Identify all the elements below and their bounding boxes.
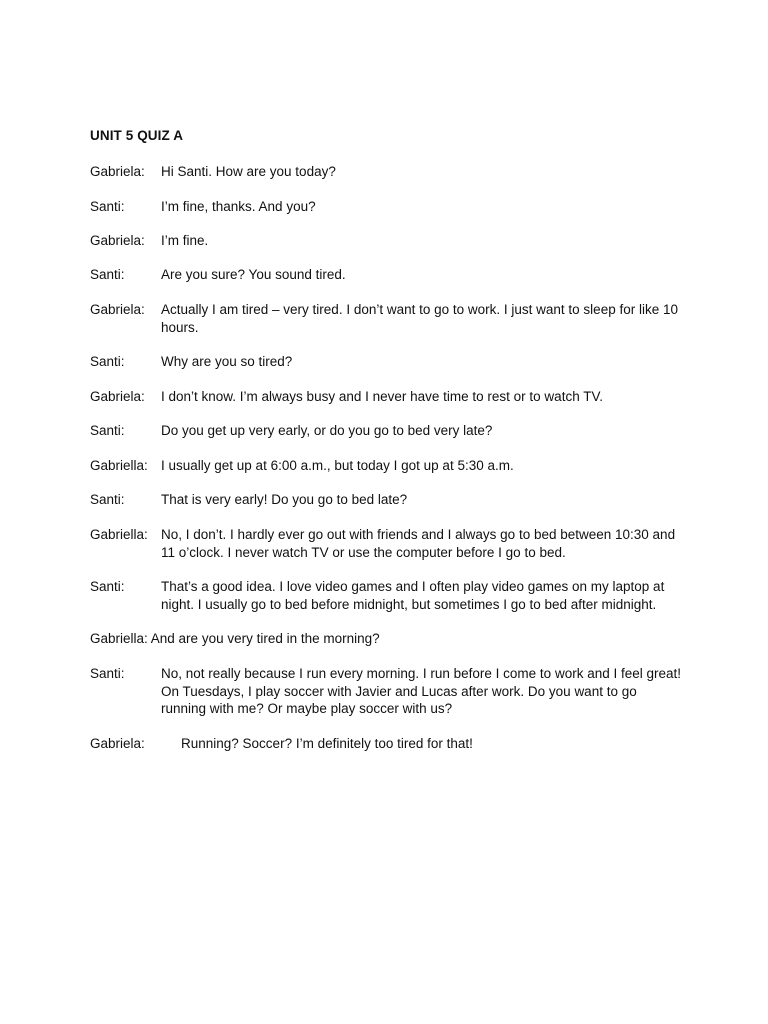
speaker-label: Gabriella: [90,527,148,542]
speech-text: Running? Soccer? I’m definitely too tired for that! [181,736,473,751]
page-title: UNIT 5 QUIZ A [90,128,184,143]
speech-text: Are you sure? You sound tired. [161,267,346,282]
speaker-label: Santi: [90,666,125,681]
speaker-label: Santi: [90,199,125,214]
speaker-label: Santi: [90,423,125,438]
speech-text: That is very early! Do you go to bed late? [161,492,408,507]
speech-text: No, I don’t. I hardly ever go out with friends and I always go to bed between 10:30 and 11 o’clock. I never watch TV or use the computer before I go to bed. [161,527,676,560]
speaker-label: Gabriela: [90,164,145,179]
speaker-label: Gabriela: [90,233,145,248]
speech-text: That’s a good idea. I love video games and I often play video games on my laptop at night. I usually go to bed before midnight, but sometimes I go to bed after midnight. [161,579,665,612]
speech-text: Actually I am tired – very tired. I don’t want to go to work. I just want to sleep for like 10 hours. [161,302,678,335]
dialogue-line-13: Gabriella: And are you very tired in the morning? [90,631,380,646]
speaker-label: Gabriella: [90,458,148,473]
speaker-label: Santi: [90,354,125,369]
speech-text: Do you get up very early, or do you go to bed very late? [161,423,493,438]
speech-text: I’m fine. [161,233,209,248]
speaker-label: Gabriela: [90,736,145,751]
speaker-label: Gabriela: [90,389,145,404]
speech-text: I’m fine, thanks. And you? [161,199,316,214]
speech-text: Hi Santi. How are you today? [161,164,336,179]
speech-text: No, not really because I run every morning. I run before I come to work and I feel great! On Tuesdays, I play soccer with Javier and Lucas after work. Do you want to go running with me? Or maybe play soccer with us? [161,666,682,716]
speech-text: I usually get up at 6:00 a.m., but today I got up at 5:30 a.m. [161,458,514,473]
speaker-label: Santi: [90,579,125,594]
speaker-label: Santi: [90,492,125,507]
speaker-label: Santi: [90,267,125,282]
speech-text: I don’t know. I’m always busy and I never have time to rest or to watch TV. [161,389,603,404]
speech-text: Why are you so tired? [161,354,293,369]
speaker-label: Gabriela: [90,302,145,317]
